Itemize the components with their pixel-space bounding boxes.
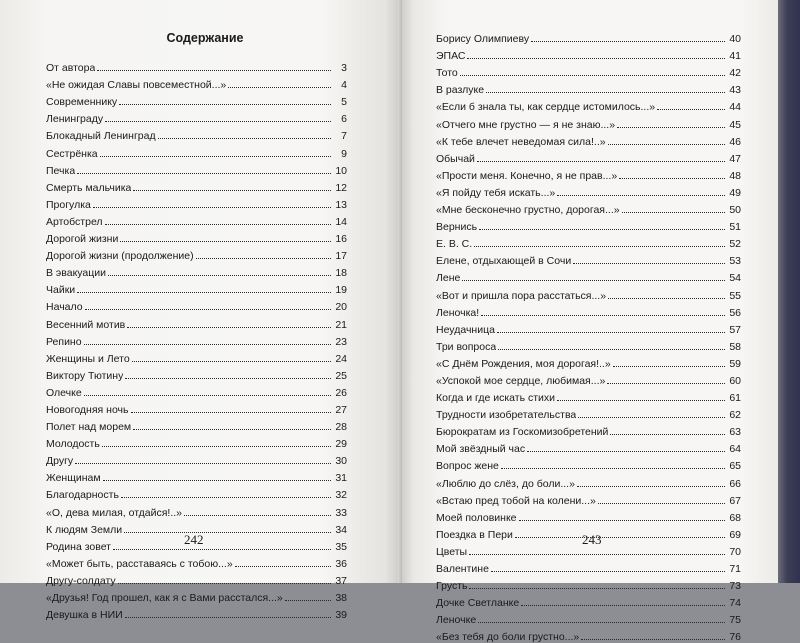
toc-entry (436, 387, 741, 404)
toc-entry-page: 26 (335, 386, 347, 399)
dot-leader (531, 41, 725, 42)
toc-entry-page: 51 (729, 221, 741, 234)
dot-leader (521, 605, 725, 606)
toc-entry (436, 609, 741, 626)
toc-entry-title: Бюрократам из Госкомизобретений (436, 426, 609, 439)
toc-entry-page: 56 (729, 306, 741, 319)
toc-entry-page: 62 (729, 409, 741, 422)
toc-entry-title: Вернись (436, 221, 478, 234)
toc-entry-page: 21 (335, 318, 347, 331)
toc-entry-page: 40 (729, 33, 741, 46)
dot-leader (608, 298, 725, 299)
toc-entry-page: 6 (341, 113, 347, 126)
toc-entry (436, 575, 741, 592)
toc-entry (436, 524, 741, 541)
toc-entry (436, 490, 741, 507)
toc-entry-page: 38 (335, 592, 347, 604)
toc-entry-page: 27 (335, 403, 347, 416)
toc-entry-page: 36 (335, 557, 347, 570)
contents-heading: Содержание (166, 31, 244, 45)
toc-entry-page: 53 (729, 255, 741, 268)
toc-entry (46, 331, 347, 348)
toc-entry-title: Борису Олимпиеву (436, 33, 530, 46)
dot-leader (133, 429, 331, 430)
dot-leader (610, 434, 725, 435)
dot-leader (501, 468, 725, 469)
toc-entry (436, 541, 741, 558)
toc-entry-page: 65 (729, 460, 741, 473)
toc-entry-title: Олечке (46, 386, 82, 399)
toc-entry (46, 228, 347, 245)
toc-entry (46, 91, 347, 108)
toc-entry (46, 399, 347, 416)
dot-leader (131, 412, 332, 413)
toc-entry (46, 467, 347, 484)
toc-entry-page: 61 (729, 392, 741, 405)
dot-leader (474, 246, 725, 247)
toc-entry-title: Е. В. С. (436, 238, 473, 251)
dot-leader (622, 212, 725, 213)
toc-entry-title: Моей половинке (436, 511, 517, 524)
toc-entry (436, 421, 741, 438)
toc-entry-page: 28 (335, 421, 347, 434)
toc-entry (436, 353, 741, 370)
toc-entry-title: Женщинам (46, 472, 101, 485)
toc-entry-title: В разлуке (436, 84, 485, 97)
dot-leader (77, 292, 331, 293)
toc-entry (436, 472, 741, 489)
toc-entry (436, 131, 741, 148)
toc-entry-title: Валентине (436, 563, 489, 575)
dot-leader (100, 156, 331, 157)
toc-entry (436, 216, 741, 233)
toc-entry-page: 10 (335, 164, 347, 177)
dot-leader (108, 275, 331, 276)
toc-entry-page: 48 (729, 169, 741, 182)
toc-entry-page: 74 (729, 597, 741, 610)
toc-entry-title: «С Днём Рождения, моя дорогая!..» (436, 357, 611, 370)
toc-entry-page: 16 (335, 233, 347, 246)
toc-entry-title: Дорогой жизни (46, 233, 119, 246)
toc-entry (436, 319, 741, 336)
dot-leader (557, 195, 725, 196)
toc-entry (46, 484, 347, 501)
toc-entry-title: «Успокой мое сердце, любимая...» (436, 374, 606, 387)
toc-entry-title: «Я пойду тебя искать...» (436, 186, 556, 199)
toc-entry (46, 194, 347, 211)
toc-entry (46, 365, 347, 382)
toc-entry-title: Три вопроса (436, 340, 497, 353)
toc-entry-page: 3 (341, 62, 347, 75)
book-cover-edge (778, 0, 800, 583)
toc-entry (436, 199, 741, 216)
dot-leader (285, 600, 331, 601)
dot-leader (613, 366, 725, 367)
toc-entry-title: В эвакуации (46, 267, 107, 280)
toc-entry (436, 404, 741, 421)
dot-leader (469, 588, 725, 589)
dot-leader (84, 395, 331, 396)
dot-leader (85, 309, 331, 310)
toc-entry (436, 626, 741, 643)
toc-entry-page: 18 (335, 267, 347, 280)
toc-entry-page: 57 (729, 323, 741, 336)
toc-entry-page: 69 (729, 528, 741, 541)
toc-entry-page: 44 (729, 101, 741, 114)
dot-leader (477, 161, 725, 162)
dot-leader (105, 121, 331, 122)
dot-leader (113, 549, 331, 550)
toc-entry-title: Другу-солдату (46, 574, 116, 587)
toc-entry-page: 5 (341, 96, 347, 109)
toc-entry (46, 519, 347, 536)
dot-leader (497, 332, 725, 333)
toc-entry-title: Когда и где искать стихи (436, 392, 556, 405)
dot-leader (133, 190, 331, 191)
toc-entry (436, 284, 741, 301)
dot-leader (125, 378, 331, 379)
left-toc-list (46, 57, 347, 621)
dot-leader (184, 515, 331, 516)
dot-leader (467, 58, 725, 59)
toc-entry (46, 262, 347, 279)
toc-entry (46, 450, 347, 467)
toc-entry-title: Современнику (46, 96, 118, 109)
dot-leader (578, 417, 725, 418)
toc-entry (46, 501, 347, 518)
toc-entry (46, 125, 347, 142)
toc-entry-title: «Мне бесконечно грустно, дорогая...» (436, 204, 620, 217)
toc-entry-title: Женщины и Лето (46, 352, 130, 365)
toc-entry-page: 49 (729, 186, 741, 199)
toc-entry (46, 553, 347, 570)
toc-entry-page: 20 (335, 301, 347, 314)
toc-entry (436, 507, 741, 524)
dot-leader (121, 497, 331, 498)
toc-entry-page: 35 (335, 540, 347, 553)
toc-entry (46, 536, 347, 553)
toc-entry (46, 604, 347, 621)
toc-entry (436, 250, 741, 267)
toc-entry-page: 31 (335, 472, 347, 485)
dot-leader (103, 480, 331, 481)
toc-entry-title: К людям Земли (46, 523, 123, 536)
toc-entry (436, 267, 741, 284)
dot-leader (607, 383, 725, 384)
dot-leader (519, 520, 726, 521)
toc-entry-title: «Не ожидая Славы повсеместной...» (46, 79, 227, 92)
toc-entry-title: Дорогой жизни (продолжение) (46, 250, 194, 263)
dot-leader (77, 173, 331, 174)
toc-entry-page: 76 (729, 631, 741, 643)
toc-entry (46, 348, 347, 365)
toc-entry-title: От автора (46, 62, 96, 75)
toc-entry-title: Смерть мальчика (46, 181, 132, 194)
toc-entry-title: Чайки (46, 284, 76, 297)
toc-entry-title: Трудности изобретательства (436, 409, 577, 422)
toc-entry (46, 587, 347, 604)
dot-leader (481, 315, 725, 316)
toc-entry (436, 62, 741, 79)
toc-entry-title: Леночке (436, 614, 477, 627)
toc-entry-page: 66 (729, 477, 741, 490)
toc-entry-page: 52 (729, 238, 741, 251)
toc-entry-page: 54 (729, 272, 741, 285)
toc-entry-title: «К тебе влечет неведомая сила!..» (436, 135, 606, 148)
toc-entry-page: 75 (729, 614, 741, 627)
toc-entry-page: 32 (335, 489, 347, 502)
toc-entry-page: 29 (335, 438, 347, 451)
toc-entry-title: «Люблю до слёз, до боли...» (436, 477, 575, 490)
toc-entry-title: «Вот и пришла пора расстаться...» (436, 289, 607, 302)
toc-entry-page: 63 (729, 426, 741, 439)
toc-entry (46, 177, 347, 194)
toc-entry (46, 296, 347, 313)
toc-entry-page: 67 (729, 494, 741, 507)
toc-entry-title: Лене (436, 272, 461, 285)
dot-leader (460, 75, 725, 76)
toc-entry-title: Артобстрел (46, 215, 103, 228)
toc-entry-title: Неудачница (436, 323, 495, 336)
toc-entry (436, 148, 741, 165)
toc-entry-page: 30 (335, 455, 347, 468)
toc-entry-title: Репино (46, 335, 82, 348)
toc-entry-title: Елене, отдыхающей в Сочи (436, 255, 572, 268)
dot-leader (102, 446, 331, 447)
toc-entry-page: 43 (729, 84, 741, 97)
dot-leader (557, 400, 725, 401)
toc-entry-page: 45 (729, 118, 741, 131)
toc-entry (46, 142, 347, 159)
dot-leader (478, 622, 725, 623)
toc-entry-title: Благодарность (46, 489, 119, 502)
toc-entry-title: «Встаю пред тобой на колени...» (436, 494, 596, 507)
dot-leader (196, 258, 331, 259)
toc-entry-page: 59 (729, 357, 741, 370)
toc-entry-title: «О, дева милая, отдайся!..» (46, 506, 183, 519)
toc-entry-page: 42 (729, 67, 741, 80)
dot-leader (127, 327, 331, 328)
dot-leader (598, 503, 725, 504)
toc-entry-page: 7 (341, 130, 347, 143)
toc-entry-title: Дочке Светланке (436, 597, 520, 610)
toc-entry (46, 211, 347, 228)
toc-entry (46, 245, 347, 262)
toc-entry-title: Блокадный Ленинград (46, 130, 156, 143)
toc-entry-page: 37 (335, 574, 347, 587)
toc-entry-title: «Прости меня. Конечно, я не прав...» (436, 169, 618, 182)
toc-entry (46, 74, 347, 91)
toc-entry (46, 108, 347, 125)
toc-entry (436, 558, 741, 575)
toc-entry-title: «Без тебя до боли грустно...» (436, 631, 580, 643)
right-toc-list (436, 28, 741, 643)
right-page-number: 243 (582, 532, 602, 547)
dot-leader (619, 178, 725, 179)
toc-entry (436, 79, 741, 96)
toc-entry (436, 438, 741, 455)
toc-entry-page: 68 (729, 511, 741, 524)
dot-leader (75, 463, 331, 464)
toc-entry (46, 382, 347, 399)
toc-entry-page: 25 (335, 369, 347, 382)
toc-entry-title: Грусть (436, 580, 468, 593)
dot-leader (527, 451, 725, 452)
toc-entry-page: 47 (729, 152, 741, 165)
toc-entry-page: 64 (729, 443, 741, 456)
dot-leader (617, 127, 725, 128)
toc-entry-page: 12 (335, 181, 347, 194)
dot-leader (132, 361, 331, 362)
toc-entry-title: Девушка в НИИ (46, 609, 123, 622)
toc-entry-title: Виктору Тютину (46, 369, 124, 382)
toc-entry-title: Ленинграду (46, 113, 104, 126)
dot-leader (462, 280, 725, 281)
toc-entry-page: 50 (729, 204, 741, 217)
dot-leader (124, 532, 331, 533)
dot-leader (577, 486, 725, 487)
dot-leader (118, 583, 331, 584)
toc-entry (46, 279, 347, 296)
toc-entry (436, 113, 741, 130)
toc-entry-title: Полет над морем (46, 421, 132, 434)
dot-leader (93, 207, 331, 208)
toc-entry-title: ЭПАС (436, 50, 466, 63)
dot-leader (515, 537, 725, 538)
toc-entry (436, 336, 741, 353)
toc-entry (436, 96, 741, 113)
toc-entry-page: 39 (335, 609, 347, 622)
dot-leader (120, 241, 331, 242)
toc-entry-page: 9 (341, 147, 347, 160)
dot-leader (158, 138, 331, 139)
toc-entry-title: Другу (46, 455, 74, 468)
toc-entry-title: Цветы (436, 545, 468, 558)
toc-entry-title: Новогодняя ночь (46, 403, 129, 416)
dot-leader (498, 349, 725, 350)
toc-entry (436, 28, 741, 45)
toc-entry-page: 13 (335, 198, 347, 211)
dot-leader (657, 109, 725, 110)
dot-leader (491, 571, 725, 572)
dot-leader (469, 554, 725, 555)
toc-entry-title: «Друзья! Год прошел, как я с Вами расстался...» (46, 592, 283, 604)
toc-entry-title: Прогулка (46, 198, 91, 211)
dot-leader (84, 344, 331, 345)
toc-entry (436, 182, 741, 199)
dot-leader (119, 104, 331, 105)
dot-leader (581, 639, 725, 640)
toc-entry-page: 70 (729, 545, 741, 558)
toc-entry-title: Мой звёздный час (436, 443, 526, 456)
toc-entry-title: Вопрос жене (436, 460, 499, 473)
toc-entry-page: 58 (729, 340, 741, 353)
dot-leader (105, 224, 331, 225)
toc-entry-title: Весенний мотив (46, 318, 126, 331)
toc-entry-page: 73 (729, 580, 741, 593)
toc-entry (46, 57, 347, 74)
dot-leader (235, 566, 331, 567)
toc-entry-page: 19 (335, 284, 347, 297)
toc-entry (46, 416, 347, 433)
toc-entry (436, 370, 741, 387)
toc-entry-title: «Может быть, расставаясь с тобою...» (46, 557, 233, 570)
toc-entry-title: Тото (436, 67, 458, 80)
toc-entry-title: «Если б знала ты, как сердце истомилось...» (436, 101, 656, 114)
toc-entry-page: 60 (729, 374, 741, 387)
dot-leader (573, 263, 725, 264)
toc-entry-title: «Отчего мне грустно — я не знаю...» (436, 118, 616, 131)
toc-entry-title: Сестрёнка (46, 147, 98, 160)
toc-entry (46, 433, 347, 450)
dot-leader (608, 144, 725, 145)
dot-leader (479, 229, 725, 230)
toc-entry-title: Начало (46, 301, 83, 314)
toc-entry-page: 33 (335, 506, 347, 519)
toc-entry-title: Печка (46, 164, 76, 177)
dot-leader (228, 87, 331, 88)
toc-entry-title: Поездка в Пери (436, 528, 513, 541)
toc-entry-page: 23 (335, 335, 347, 348)
toc-entry-page: 34 (335, 523, 347, 536)
toc-entry (46, 313, 347, 330)
toc-entry-page: 71 (729, 563, 741, 575)
left-page-number: 242 (184, 532, 204, 547)
toc-entry (436, 592, 741, 609)
toc-entry (46, 160, 347, 177)
toc-entry (46, 570, 347, 587)
toc-entry (436, 233, 741, 250)
toc-entry-page: 14 (335, 215, 347, 228)
toc-entry-title: Родина зовет (46, 540, 111, 553)
toc-entry (436, 455, 741, 472)
toc-entry-page: 17 (335, 250, 347, 263)
toc-entry-title: Обычай (436, 152, 475, 165)
toc-entry (436, 302, 741, 319)
toc-entry (436, 45, 741, 62)
dot-leader (97, 70, 331, 71)
toc-entry-title: Леночка! (436, 306, 480, 319)
dot-leader (125, 617, 331, 618)
toc-entry (436, 165, 741, 182)
toc-entry-page: 24 (335, 352, 347, 365)
dot-leader (486, 92, 725, 93)
toc-entry-page: 4 (341, 79, 347, 92)
toc-entry-page: 41 (729, 50, 741, 63)
toc-entry-page: 55 (729, 289, 741, 302)
toc-entry-page: 46 (729, 135, 741, 148)
toc-entry-title: Молодость (46, 438, 100, 451)
